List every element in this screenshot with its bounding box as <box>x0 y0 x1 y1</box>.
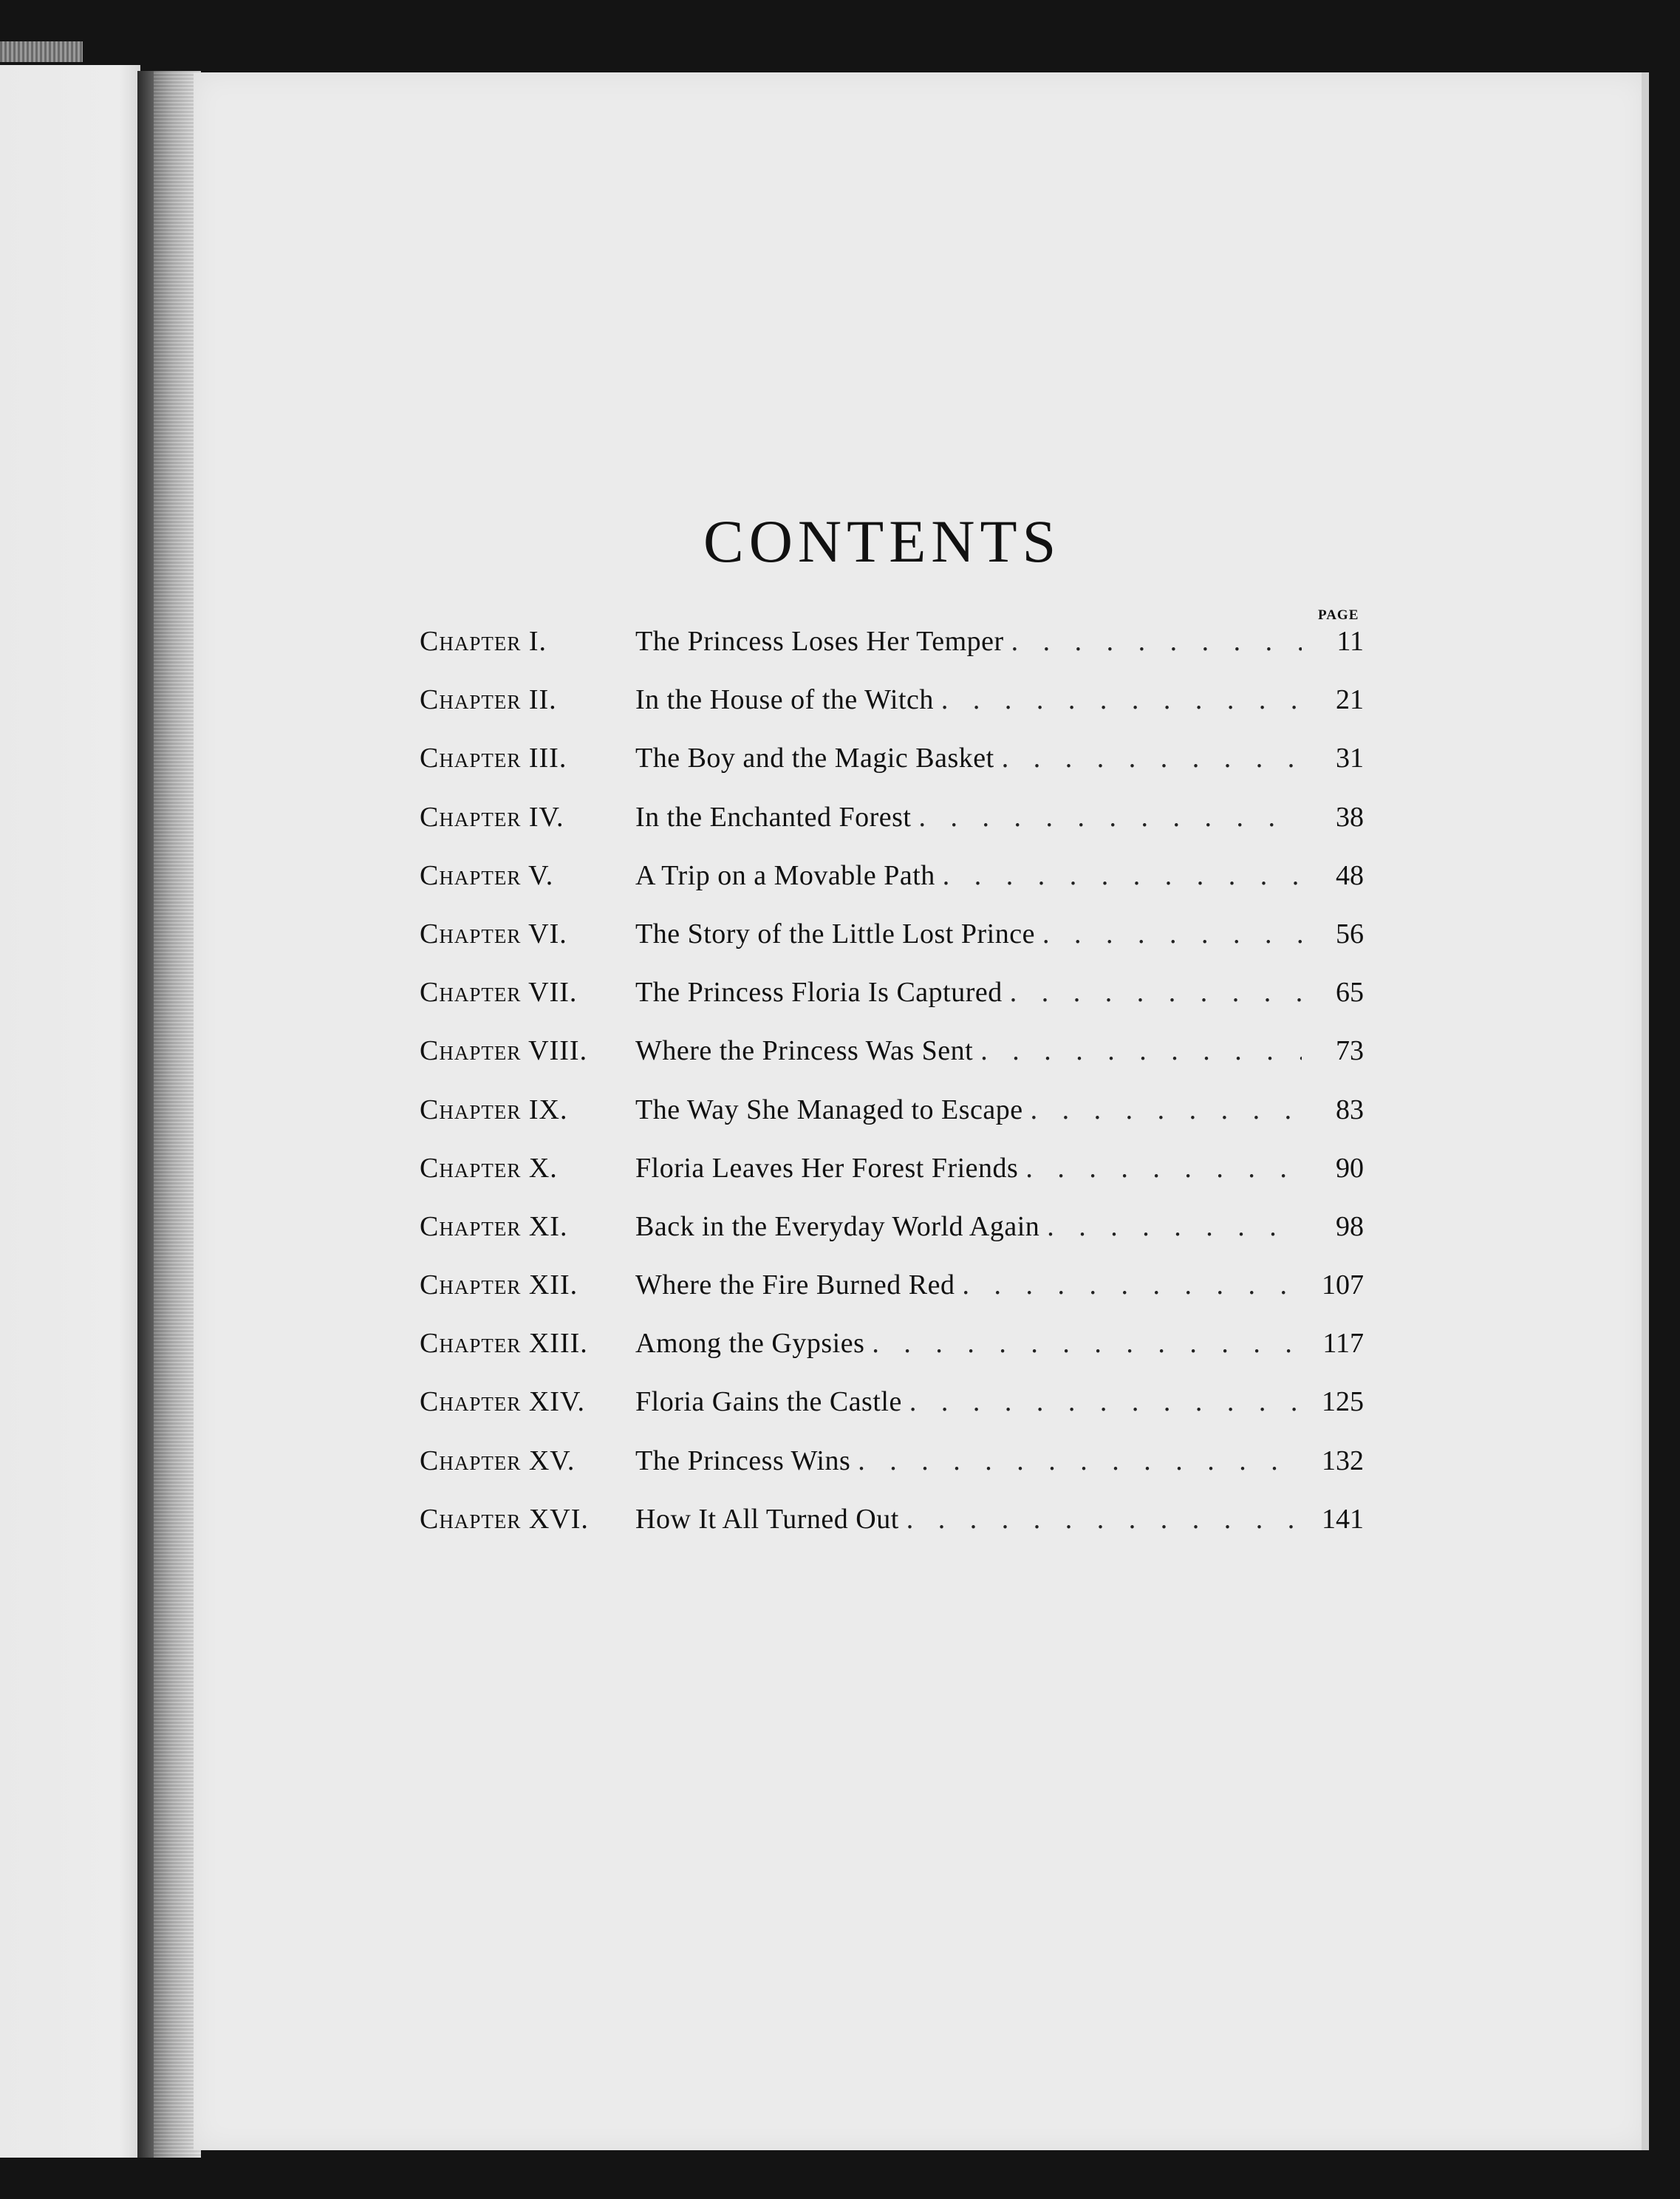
dot-leader <box>918 801 1302 833</box>
chapter-title-line <box>635 1385 1302 1418</box>
dot-leader <box>943 859 1302 892</box>
chapter-number: Chapter II. <box>420 684 557 716</box>
page-number: 83 <box>1336 1094 1364 1125</box>
dot-leader <box>909 1385 1302 1418</box>
dot-leader <box>858 1445 1302 1477</box>
dot-leader <box>872 1327 1302 1360</box>
gutter-shadow <box>137 71 154 2158</box>
toc-entry <box>420 625 1364 683</box>
page-number: 117 <box>1322 1328 1364 1360</box>
chapter-title-line <box>635 859 1302 892</box>
chapter-number: Chapter VII. <box>420 977 578 1009</box>
previous-page-edge <box>0 65 140 2158</box>
page-number: 125 <box>1322 1386 1364 1418</box>
chapter-title: How It All Turned Out <box>635 1503 899 1535</box>
toc-entry <box>420 859 1364 918</box>
toc-entry <box>420 1269 1364 1327</box>
chapter-title: The Princess Loses Her Temper <box>635 626 1004 657</box>
chapter-title: Where the Princess Was Sent <box>635 1035 974 1067</box>
chapter-number: Chapter VI. <box>420 918 567 950</box>
toc-entry <box>420 1445 1364 1503</box>
chapter-number: Chapter XIV. <box>420 1386 585 1418</box>
page-column-label: PAGE <box>1318 607 1359 623</box>
chapter-number: Chapter III. <box>420 743 567 774</box>
toc-entry <box>420 1094 1364 1152</box>
dot-leader <box>1042 918 1302 950</box>
page-number: 73 <box>1336 1035 1364 1067</box>
chapter-title-line <box>635 1210 1302 1243</box>
toc-entry <box>420 1034 1364 1093</box>
dot-leader <box>1047 1210 1302 1243</box>
chapter-title: The Boy and the Magic Basket <box>635 743 994 774</box>
chapter-title-line <box>635 1445 1302 1477</box>
toc-entry <box>420 1210 1364 1269</box>
toc-entry <box>420 1385 1364 1444</box>
chapter-title-line <box>635 1152 1302 1184</box>
chapter-title: Among the Gypsies <box>635 1328 865 1360</box>
page-number: 90 <box>1336 1152 1364 1184</box>
chapter-number: Chapter XIII. <box>420 1328 588 1360</box>
previous-page-strip <box>0 41 83 62</box>
toc-entry <box>420 1327 1364 1385</box>
chapter-title: Back in the Everyday World Again <box>635 1210 1040 1242</box>
chapter-title: The Way She Managed to Escape <box>635 1094 1023 1125</box>
chapter-title: A Trip on a Movable Path <box>635 859 935 891</box>
dot-leader <box>1010 976 1302 1009</box>
dot-leader <box>980 1034 1302 1067</box>
dot-leader <box>941 683 1302 716</box>
chapter-title-line <box>635 625 1302 658</box>
page-number: 141 <box>1322 1503 1364 1535</box>
chapter-title-line <box>635 1503 1302 1535</box>
chapter-title-line <box>635 742 1302 774</box>
chapter-title: Floria Leaves Her Forest Friends <box>635 1152 1019 1184</box>
page-number: 31 <box>1336 743 1364 774</box>
chapter-number: Chapter XII. <box>420 1269 578 1301</box>
page-number: 21 <box>1336 684 1364 716</box>
chapter-title-line <box>635 1034 1302 1067</box>
toc-entry <box>420 1152 1364 1210</box>
page-number: 132 <box>1322 1445 1364 1476</box>
chapter-title-line <box>635 918 1302 950</box>
chapter-title: The Princess Wins <box>635 1445 851 1476</box>
chapter-number: Chapter IV. <box>420 801 564 833</box>
page-number: 38 <box>1336 801 1364 833</box>
toc-entry <box>420 742 1364 800</box>
dot-leader <box>962 1269 1302 1301</box>
page-number: 56 <box>1336 918 1364 950</box>
toc-entry <box>420 801 1364 859</box>
chapter-number: Chapter XV. <box>420 1445 576 1476</box>
chapter-title: In the House of the Witch <box>635 684 934 716</box>
page-right-edge <box>1642 72 1649 2150</box>
chapter-number: Chapter VIII. <box>420 1035 588 1067</box>
chapter-title-line <box>635 976 1302 1009</box>
page-number: 11 <box>1336 626 1364 657</box>
chapter-title: In the Enchanted Forest <box>635 801 912 833</box>
page-number: 48 <box>1336 859 1364 891</box>
chapter-number: Chapter XVI. <box>420 1503 589 1535</box>
chapter-title-line <box>635 683 1302 716</box>
table-of-contents <box>420 625 1364 1561</box>
toc-entry <box>420 1503 1364 1561</box>
dot-leader <box>1025 1152 1302 1184</box>
page-number: 107 <box>1322 1269 1364 1301</box>
page-number: 65 <box>1336 977 1364 1009</box>
dot-leader <box>1002 742 1302 774</box>
page-number: 98 <box>1336 1210 1364 1242</box>
chapter-title: Floria Gains the Castle <box>635 1386 902 1418</box>
chapter-number: Chapter V. <box>420 859 554 891</box>
dot-leader <box>1031 1094 1302 1126</box>
chapter-title: The Princess Floria Is Captured <box>635 977 1003 1009</box>
chapter-title-line <box>635 1269 1302 1301</box>
chapter-number: Chapter I. <box>420 626 547 657</box>
chapter-number: Chapter X. <box>420 1152 558 1184</box>
chapter-title-line <box>635 801 1302 833</box>
toc-entry <box>420 976 1364 1034</box>
chapter-number: Chapter XI. <box>420 1210 568 1242</box>
chapter-number: Chapter IX. <box>420 1094 568 1125</box>
chapter-title: Where the Fire Burned Red <box>635 1269 955 1301</box>
toc-entry <box>420 683 1364 742</box>
dot-leader <box>1011 625 1302 658</box>
chapter-title-line <box>635 1094 1302 1126</box>
chapter-title-line <box>635 1327 1302 1360</box>
page-title: CONTENTS <box>703 508 1062 575</box>
chapter-title: The Story of the Little Lost Prince <box>635 918 1035 950</box>
toc-entry <box>420 918 1364 976</box>
dot-leader <box>906 1503 1302 1535</box>
